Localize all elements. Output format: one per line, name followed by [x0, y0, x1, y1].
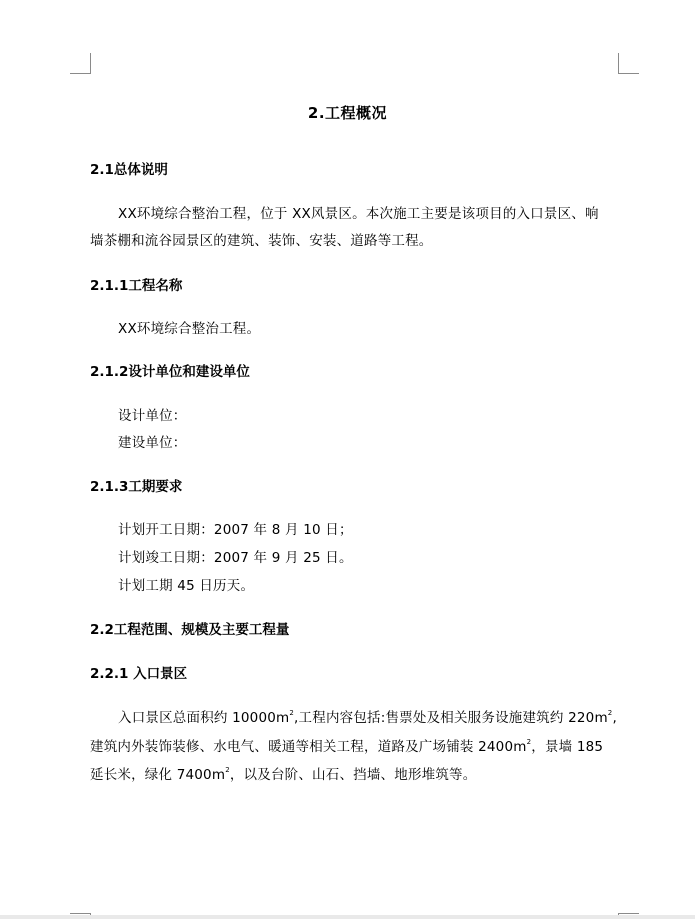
paragraph-line	[118, 706, 617, 726]
page-bottom-strip	[0, 915, 695, 919]
paragraph-line: 墙茶棚和流谷园景区的建筑、装饰、安装、道路等工程。	[90, 233, 433, 249]
superscript: 2	[289, 709, 295, 717]
section-heading-2-1-3: 2.1.3工期要求	[90, 479, 183, 495]
crop-mark-bottom-right	[618, 913, 639, 914]
build-unit-line: 建设单位：	[118, 435, 187, 451]
paragraph-line	[90, 763, 476, 783]
text-run: 建筑内外装饰装修、水电气、暖通等相关工程，道路及广场铺装 2400m	[90, 739, 527, 755]
text-run: ，景墙 185	[531, 739, 604, 755]
text-run: 延长米，绿化 7400m	[90, 767, 226, 783]
superscript: 2	[607, 709, 613, 717]
section-heading-2-1-1: 2.1.1工程名称	[90, 278, 183, 294]
duration-line: 计划工期 45 日历天。	[118, 578, 255, 594]
start-date-line: 计划开工日期：2007 年 8 月 10 日；	[118, 522, 353, 538]
crop-mark-bottom-left	[70, 913, 91, 914]
section-heading-2-2: 2.2工程范围、规模及主要工程量	[90, 622, 290, 638]
superscript: 2	[225, 766, 230, 774]
crop-mark-top-right	[618, 73, 639, 74]
crop-mark-top-right	[618, 53, 619, 74]
paragraph-line	[90, 735, 603, 755]
section-heading-2-1: 2.1总体说明	[90, 162, 168, 178]
crop-mark-top-left	[90, 53, 91, 74]
paragraph-line: XX环境综合整治工程，位于 XX风景区。本次施工主要是该项目的入口景区、响	[118, 206, 599, 222]
superscript: 2	[526, 738, 532, 746]
end-date-line: 计划竣工日期：2007 年 9 月 25 日。	[118, 550, 353, 566]
page-title: 2.工程概况	[307, 104, 388, 122]
section-heading-2-2-1: 2.2.1 入口景区	[90, 666, 188, 682]
crop-mark-top-left	[70, 73, 91, 74]
text-run: ,工程内容包括:售票处及相关服务设施建筑约 220m	[294, 710, 608, 726]
paragraph-line: XX环境综合整治工程。	[118, 321, 261, 337]
text-run: ,	[612, 710, 617, 726]
design-unit-line: 设计单位：	[118, 408, 187, 424]
text-run: 入口景区总面积约 10000m	[118, 710, 290, 726]
section-heading-2-1-2: 2.1.2设计单位和建设单位	[90, 364, 250, 380]
text-run: ，以及台阶、山石、挡墙、地形堆筑等。	[229, 767, 477, 783]
